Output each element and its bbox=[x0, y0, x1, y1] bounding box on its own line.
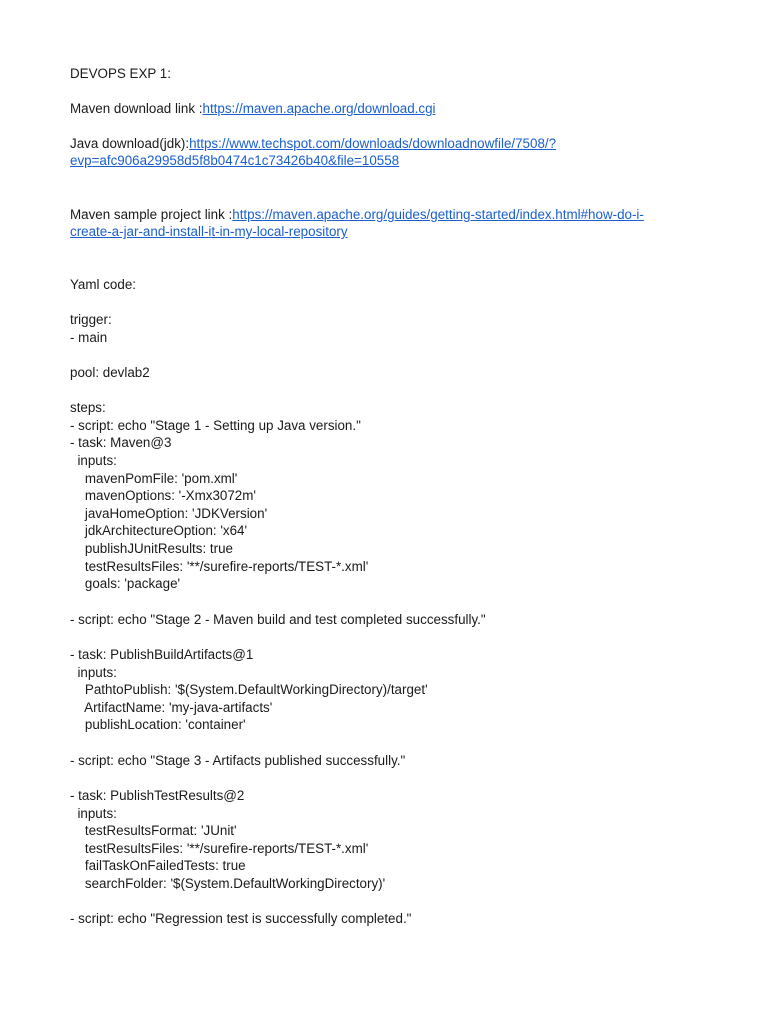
yaml-heading: Yaml code: bbox=[70, 277, 136, 292]
maven-download-link[interactable]: https://maven.apache.org/download.cgi bbox=[202, 101, 436, 116]
yaml-line: - task: PublishTestResults@2 bbox=[70, 788, 245, 803]
yaml-line: publishLocation: 'container' bbox=[70, 717, 246, 732]
yaml-line: inputs: bbox=[70, 453, 117, 468]
yaml-line: - script: echo "Stage 2 - Maven build and test completed successfully." bbox=[70, 612, 486, 627]
yaml-line: testResultsFiles: '**/surefire-reports/TEST-*.xml' bbox=[70, 559, 369, 574]
yaml-line: steps: bbox=[70, 400, 106, 415]
yaml-line: - script: echo "Stage 1 - Setting up Java version." bbox=[70, 418, 361, 433]
maven-sample-link[interactable]: https://maven.apache.org/guides/getting-started/index.html#how-do-i- bbox=[232, 207, 644, 222]
yaml-line: inputs: bbox=[70, 806, 117, 821]
yaml-line: - script: echo "Regression test is successfully completed." bbox=[70, 911, 412, 926]
yaml-line: - task: PublishBuildArtifacts@1 bbox=[70, 647, 254, 662]
yaml-line: PathtoPublish: '$(System.DefaultWorkingDirectory)/target' bbox=[70, 682, 428, 697]
yaml-line: mavenPomFile: 'pom.xml' bbox=[70, 471, 238, 486]
yaml-line: - script: echo "Stage 3 - Artifacts published successfully." bbox=[70, 753, 406, 768]
maven-sample-row bbox=[70, 206, 644, 223]
java-download-row bbox=[70, 135, 556, 152]
yaml-line: testResultsFormat: 'JUnit' bbox=[70, 823, 237, 838]
yaml-line: jdkArchitectureOption: 'x64' bbox=[70, 523, 248, 538]
yaml-line: mavenOptions: '-Xmx3072m' bbox=[70, 488, 256, 503]
yaml-line: trigger: bbox=[70, 312, 112, 327]
yaml-line: searchFolder: '$(System.DefaultWorkingDirectory)' bbox=[70, 876, 386, 891]
java-download-link-continued[interactable]: evp=afc906a29958d5f8b0474c1c73426b40&file=10558 bbox=[70, 153, 400, 168]
java-download-link[interactable]: https://www.techspot.com/downloads/downloadnowfile/7508/? bbox=[189, 136, 557, 151]
document-title: DEVOPS EXP 1: bbox=[70, 66, 171, 81]
yaml-line: publishJUnitResults: true bbox=[70, 541, 233, 556]
yaml-line: failTaskOnFailedTests: true bbox=[70, 858, 246, 873]
yaml-line: javaHomeOption: 'JDKVersion' bbox=[70, 506, 268, 521]
java-download-row-2 bbox=[70, 152, 399, 169]
maven-download-row bbox=[70, 100, 436, 117]
maven-sample-row-2 bbox=[70, 223, 348, 240]
maven-download-label: Maven download link : bbox=[70, 101, 203, 116]
yaml-line: inputs: bbox=[70, 665, 117, 680]
maven-sample-label: Maven sample project link : bbox=[70, 207, 233, 222]
yaml-line: goals: 'package' bbox=[70, 576, 181, 591]
maven-sample-link-continued[interactable]: create-a-jar-and-install-it-in-my-local-repository bbox=[70, 224, 348, 239]
yaml-line: pool: devlab2 bbox=[70, 365, 150, 380]
java-download-label: Java download(jdk): bbox=[70, 136, 190, 151]
yaml-line: - main bbox=[70, 330, 108, 345]
yaml-line: ArtifactName: 'my-java-artifacts' bbox=[70, 700, 273, 715]
yaml-line: testResultsFiles: '**/surefire-reports/TEST-*.xml' bbox=[70, 841, 369, 856]
yaml-line: - task: Maven@3 bbox=[70, 435, 172, 450]
